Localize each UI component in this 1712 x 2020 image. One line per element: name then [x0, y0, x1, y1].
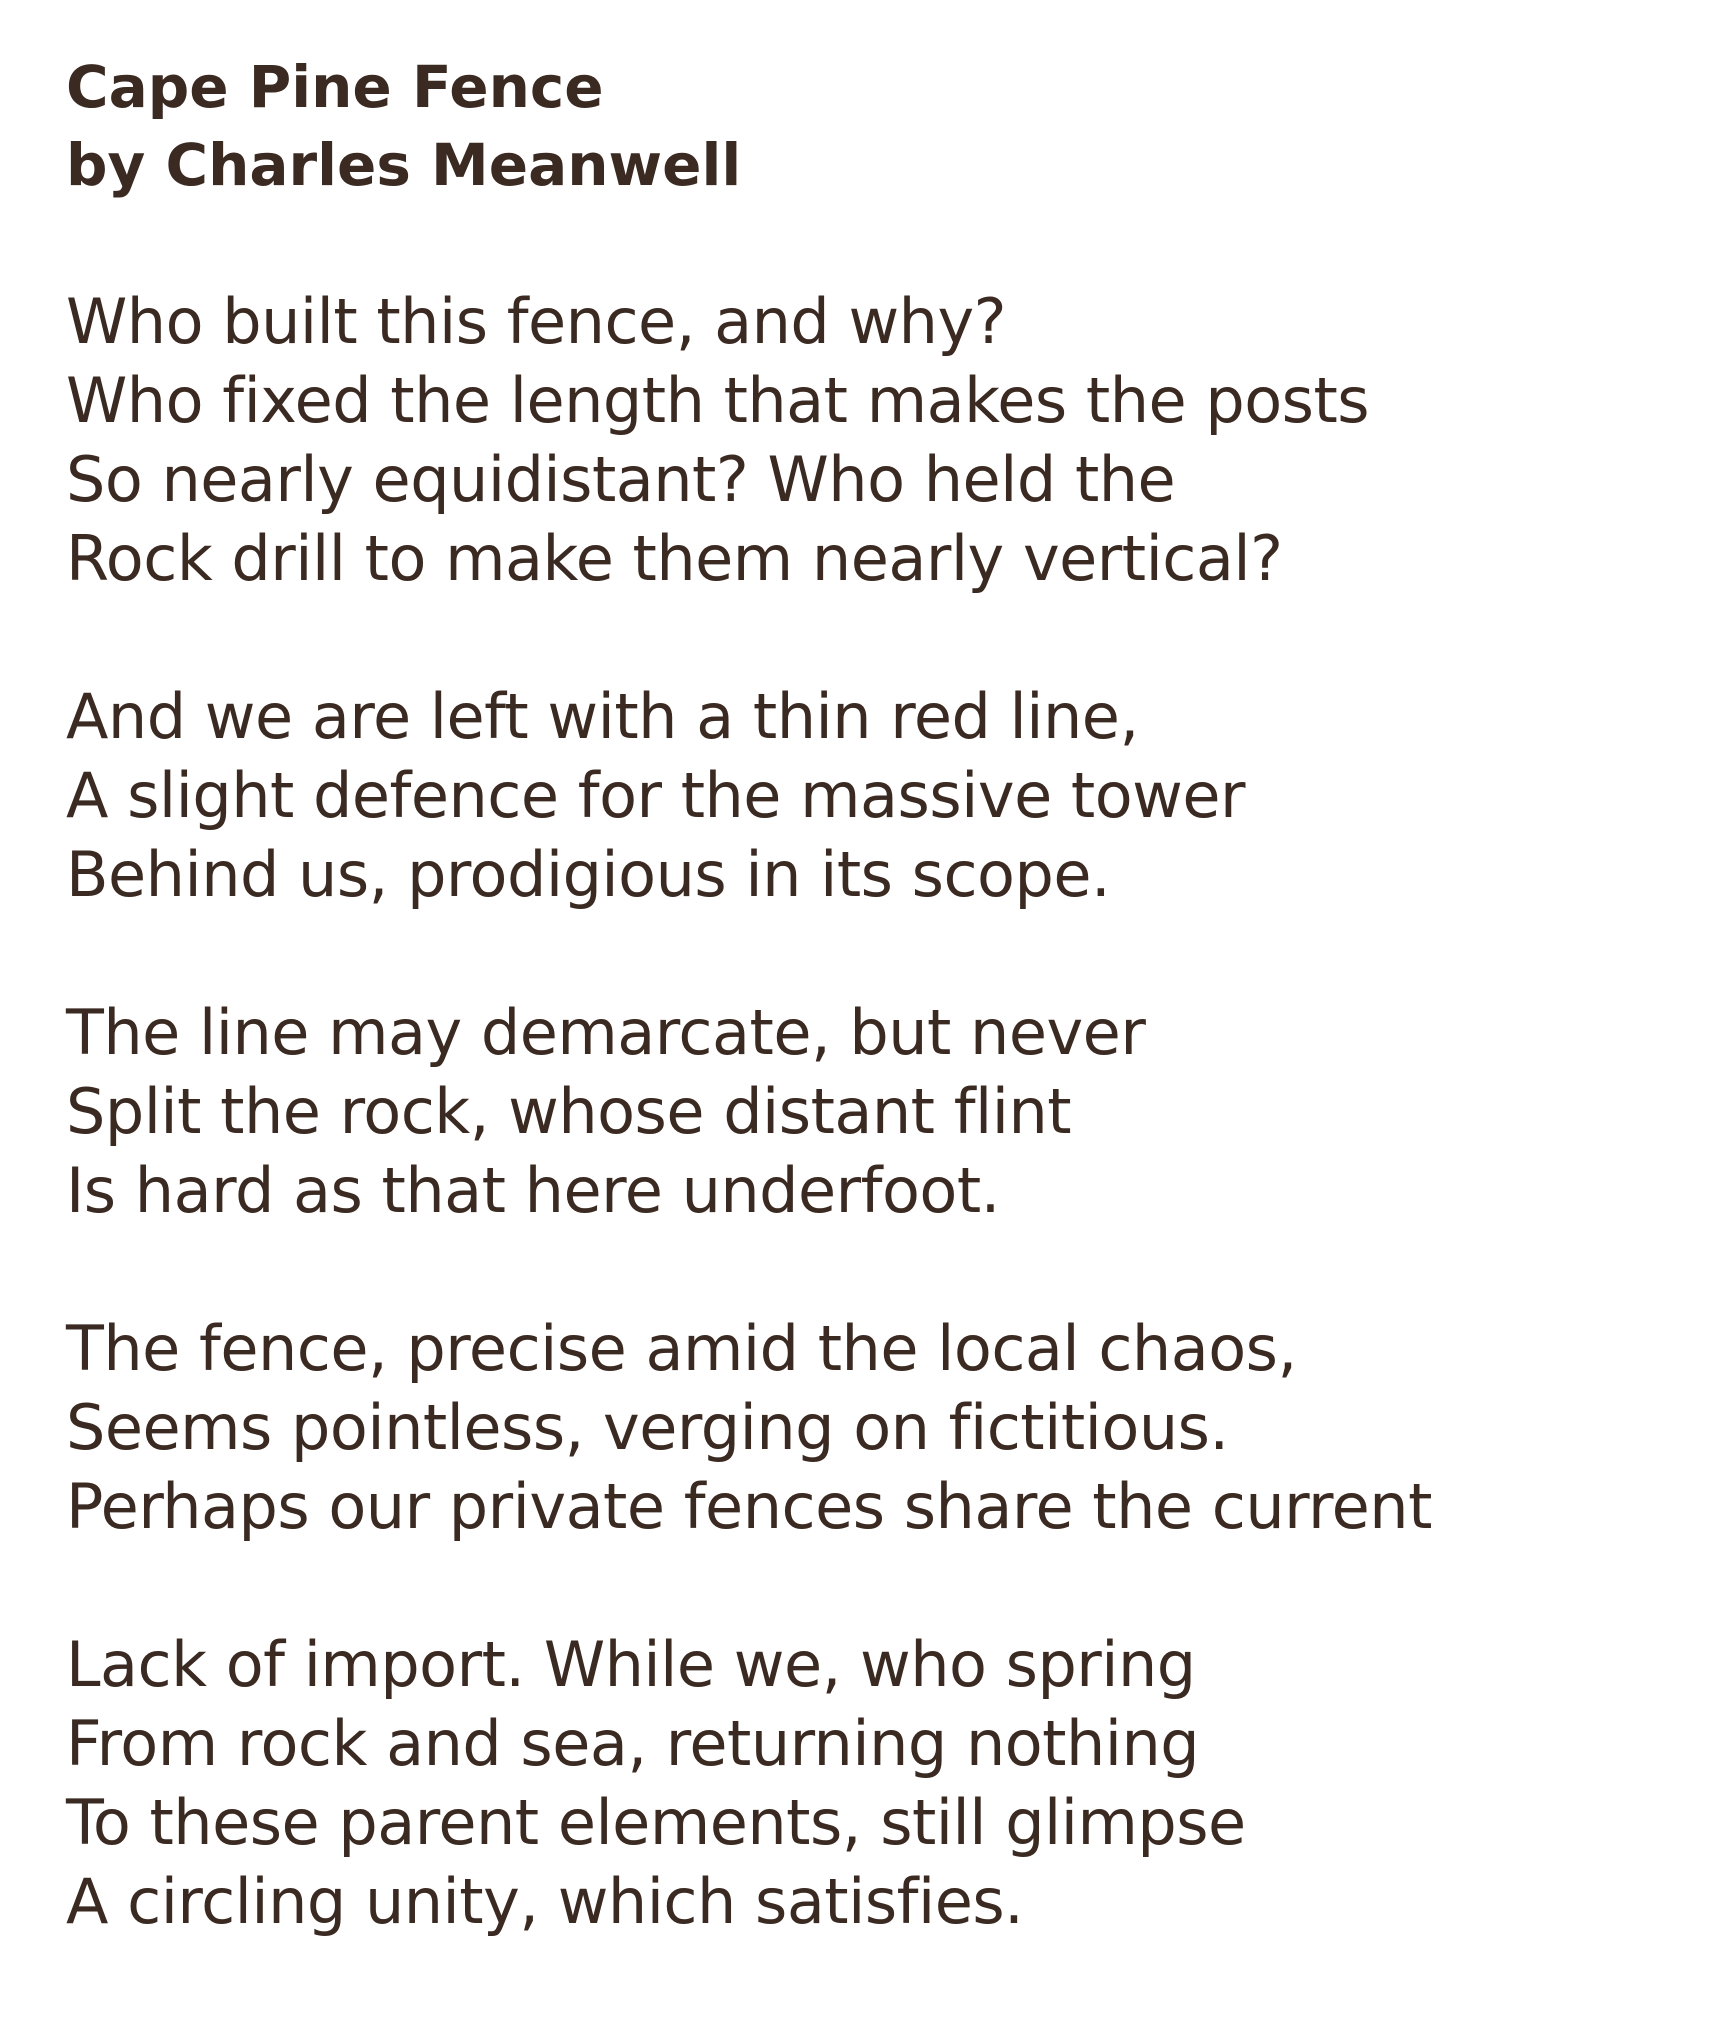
- stanza-1: [66, 282, 1666, 598]
- poem-line: To these parent elements, still glimpse: [66, 1786, 1246, 1859]
- stanza-3: [66, 993, 1666, 1230]
- poem-line: And we are left with a thin red line,: [66, 680, 1139, 753]
- poem-line: Split the rock, whose distant flint: [66, 1075, 1072, 1148]
- poem-line: Rock drill to make them nearly vertical?: [66, 522, 1283, 595]
- poem-line: Who built this fence, and why?: [66, 285, 1007, 358]
- poem-line: Behind us, prodigious in its scope.: [66, 838, 1111, 911]
- poem-line: Is hard as that here underfoot.: [66, 1154, 1000, 1227]
- poem-line: A slight defence for the massive tower: [66, 759, 1246, 832]
- stanza-5: [66, 1625, 1666, 1941]
- poem-page: [66, 48, 1666, 2020]
- poem-byline: by Charles Meanwell: [66, 131, 742, 199]
- poem-line: Seems pointless, verging on fictitious.: [66, 1391, 1229, 1464]
- stanza-4: [66, 1309, 1666, 1546]
- poem-line: Lack of import. While we, who spring: [66, 1628, 1196, 1701]
- poem-line: From rock and sea, returning nothing: [66, 1707, 1200, 1780]
- poem-line: Who fixed the length that makes the posts: [66, 364, 1370, 437]
- poem-line: A circling unity, which satisfies.: [66, 1865, 1024, 1938]
- poem-title: Cape Pine Fence: [66, 53, 604, 121]
- poem-line: The fence, precise amid the local chaos,: [66, 1312, 1297, 1385]
- poem-line: So nearly equidistant? Who held the: [66, 443, 1176, 516]
- poem-body: [66, 282, 1666, 1941]
- stanza-2: [66, 677, 1666, 914]
- poem-line: The line may demarcate, but never: [66, 996, 1146, 1069]
- poem-header: [66, 48, 1666, 204]
- poem-line: Perhaps our private fences share the current: [66, 1470, 1432, 1543]
